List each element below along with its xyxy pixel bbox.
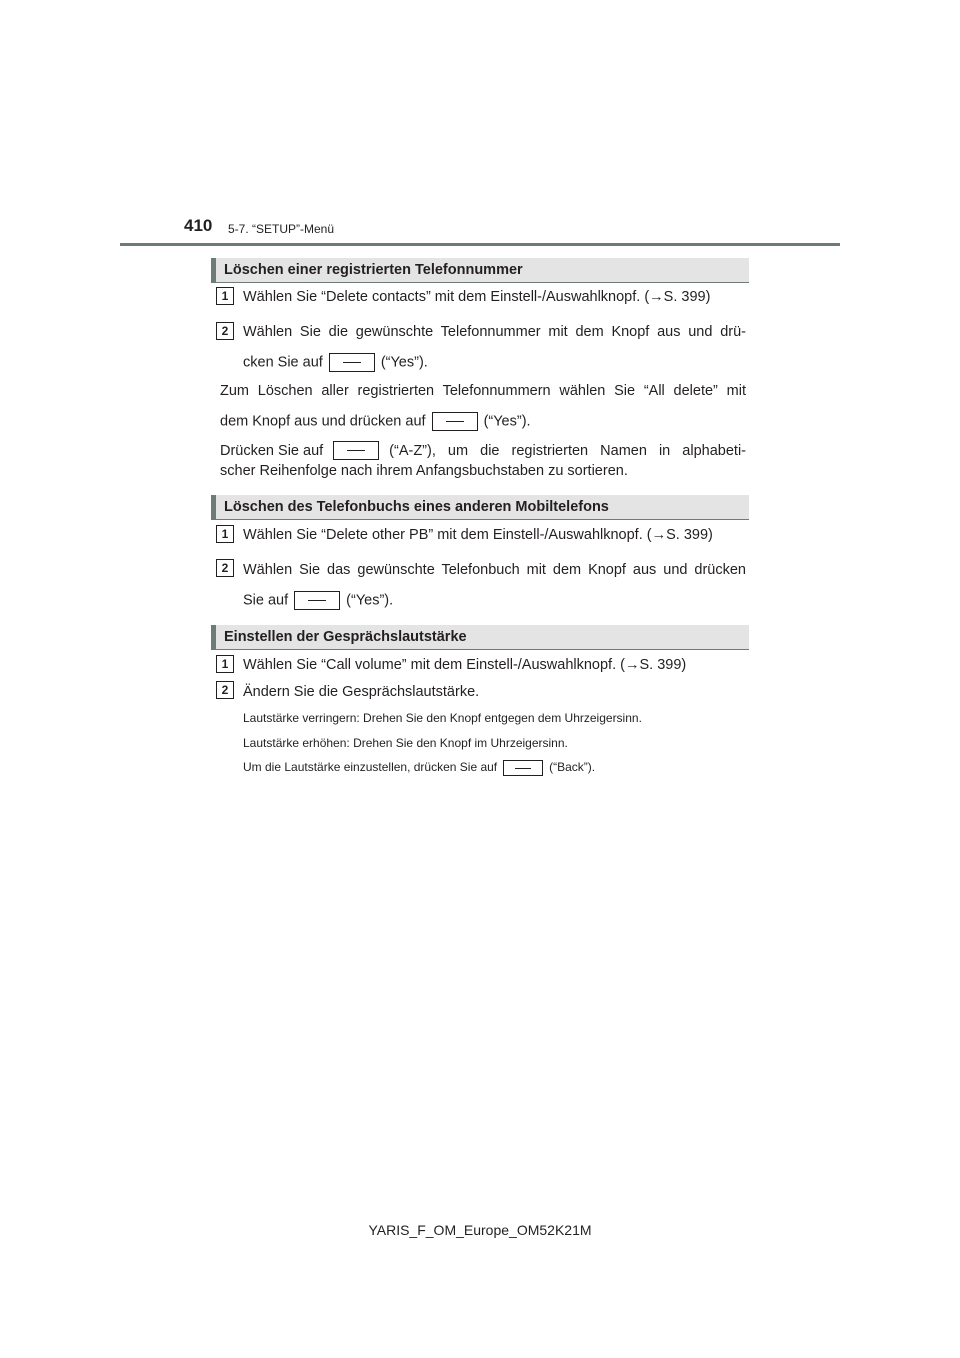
section-heading — [211, 625, 749, 650]
section-heading — [211, 495, 749, 520]
step-text — [243, 289, 710, 305]
detail-text: Lautstärke verringern: Drehen Sie den Knopf entgegen dem Uhrzeigersinn. — [243, 711, 642, 725]
step-text-part: (“Yes”). — [346, 592, 394, 609]
step-text — [243, 527, 713, 543]
step-text: Ändern Sie die Gesprächslautstärke. — [243, 684, 480, 700]
step-number: 1 — [216, 655, 234, 673]
page-number: 410 — [184, 216, 213, 235]
section-title: Löschen des Telefonbuchs eines anderen Mobiltelefons — [224, 499, 609, 515]
step-number: 1 — [216, 525, 234, 543]
note-text-part: (“Yes”). — [483, 413, 531, 430]
arrow-icon: → — [651, 527, 667, 543]
note-text — [220, 412, 531, 431]
step-number: 2 — [216, 559, 234, 577]
section-heading-bar — [211, 625, 216, 649]
arrow-icon: → — [649, 289, 664, 305]
yes-button-icon — [294, 591, 340, 610]
detail-text-part: (“Back”). — [549, 760, 596, 775]
note-text — [220, 441, 746, 460]
step-instruction: Wählen Sie “Delete contacts” mit dem Einstell-/Auswahlknopf. ( — [243, 289, 650, 305]
step-text: Wählen Sie die gewünschte Telefonnummer mit dem Knopf aus und drü- — [243, 324, 746, 340]
step-number: 1 — [216, 287, 234, 305]
footer-document-id: YARIS_F_OM_Europe_OM52K21M — [368, 1222, 592, 1238]
arrow-icon: → — [624, 657, 640, 673]
section-heading-bar — [211, 258, 216, 282]
section-heading — [211, 258, 749, 283]
note-text: Zum Löschen aller registrierten Telefonnummern wählen Sie “All delete” mit — [220, 383, 746, 399]
page-reference: S. 399) — [639, 657, 687, 673]
step-number: 2 — [216, 681, 234, 699]
detail-text-part: Um die Lautstärke einzustellen, drücken Sie auf — [243, 760, 498, 775]
yes-button-icon — [432, 412, 478, 431]
section-title: Löschen einer registrierten Telefonnummer — [224, 262, 523, 278]
step-text-continued — [243, 591, 393, 610]
step-text-part: Sie auf — [243, 592, 289, 609]
page-reference: S. 399) — [663, 289, 711, 305]
back-button-icon — [503, 760, 543, 776]
step-text-part: cken Sie auf — [243, 354, 323, 371]
step-number: 2 — [216, 322, 234, 340]
section-heading-bar — [211, 495, 216, 519]
note-text: scher Reihenfolge nach ihrem Anfangsbuchstaben zu sortieren. — [220, 463, 628, 479]
a-z-button-icon — [333, 441, 379, 460]
note-text-part: dem Knopf aus und drücken auf — [220, 413, 426, 430]
page-reference: S. 399) — [666, 527, 713, 543]
step-text — [243, 657, 686, 673]
note-text-part: (“A-Z”), um die registrierten Namen in alphabeti- — [389, 442, 746, 459]
step-text-continued — [243, 353, 428, 372]
detail-text — [243, 760, 595, 776]
yes-button-icon — [329, 353, 375, 372]
step-text-part: (“Yes”). — [380, 354, 428, 371]
running-header: 5-7. “SETUP”-Menü — [228, 222, 335, 236]
step-instruction: Wählen Sie “Delete other PB” mit dem Einstell-/Auswahlknopf. ( — [243, 527, 652, 543]
header-rule — [120, 243, 840, 246]
step-instruction: Wählen Sie “Call volume” mit dem Einstell-/Auswahlknopf. ( — [243, 657, 625, 673]
step-text: Wählen Sie das gewünschte Telefonbuch mit dem Knopf aus und drücken — [243, 562, 746, 578]
note-text-part: Drücken Sie auf — [220, 442, 324, 459]
section-title: Einstellen der Gesprächslautstärke — [224, 629, 467, 645]
detail-text: Lautstärke erhöhen: Drehen Sie den Knopf im Uhrzeigersinn. — [243, 736, 568, 750]
